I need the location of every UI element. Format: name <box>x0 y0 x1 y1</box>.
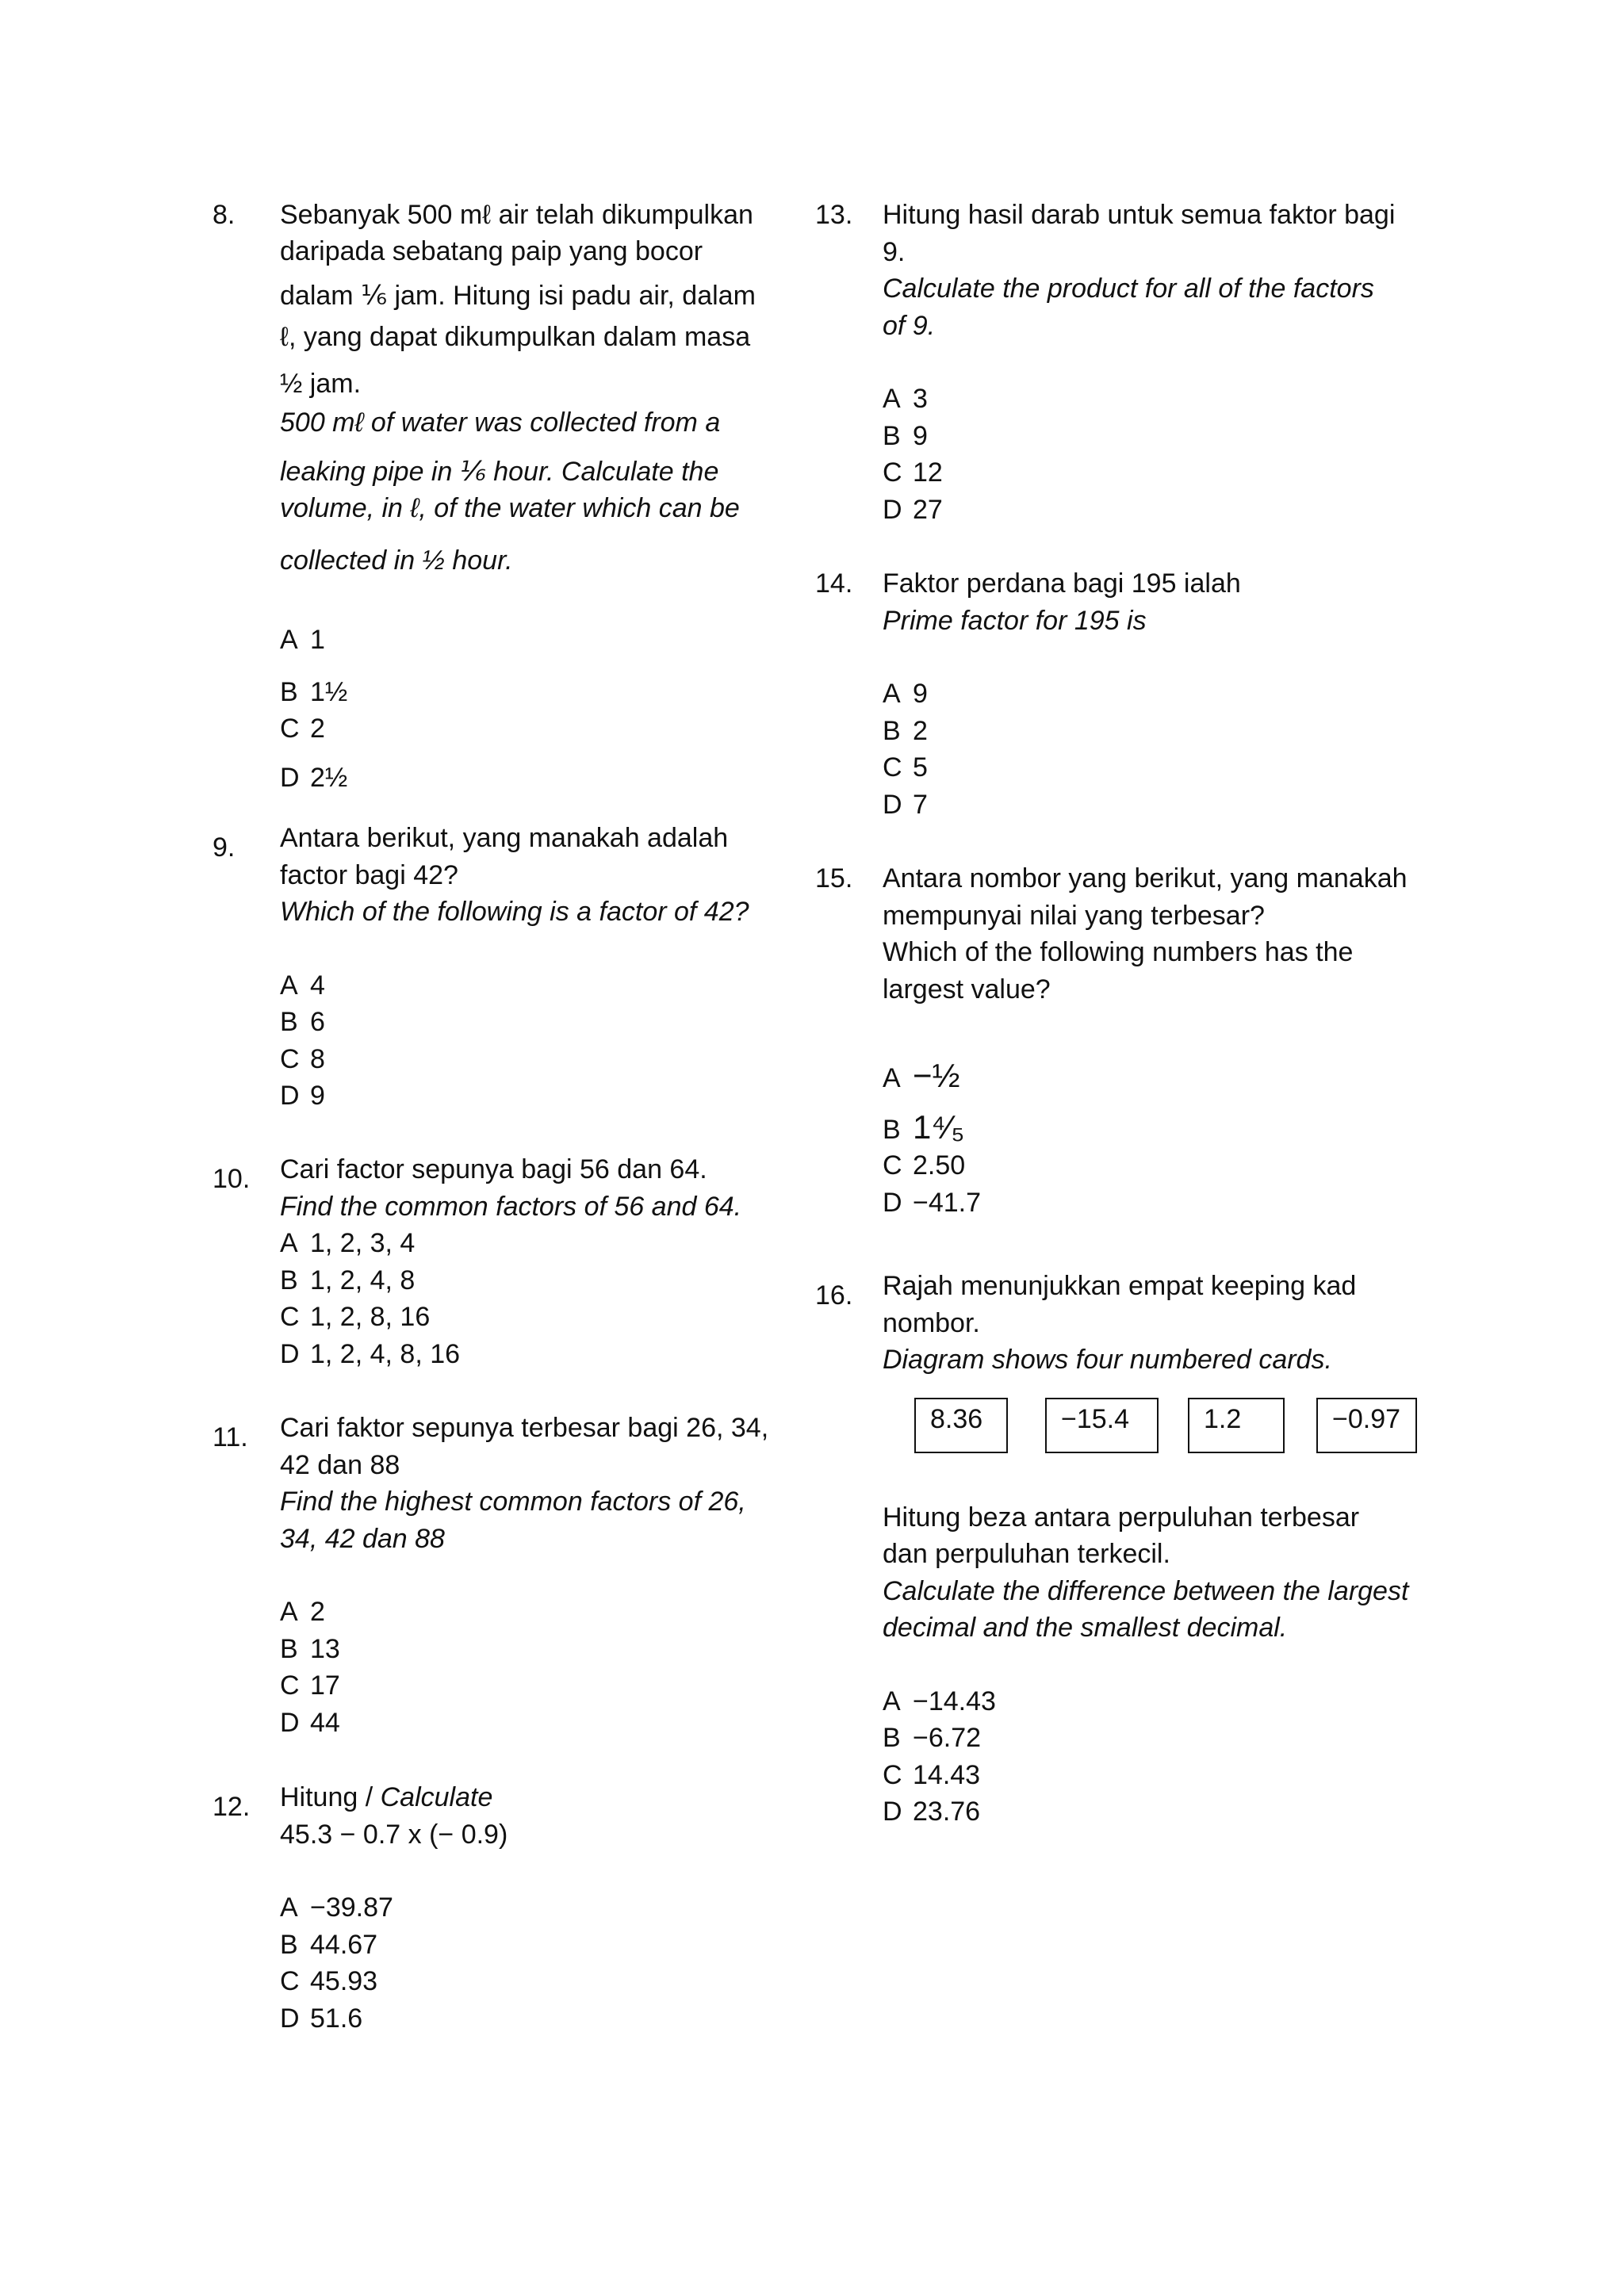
english-text: Calculate the difference between the largest <box>883 1575 1409 1606</box>
option-c[interactable] <box>280 710 756 753</box>
option-text: 2 <box>310 1597 325 1627</box>
option-letter: B <box>280 1265 298 1295</box>
question-number: 10. <box>213 1164 251 1194</box>
malay-text: Cari factor sepunya bagi 56 dan 64. <box>280 1154 707 1184</box>
option-text: 51.6 <box>310 2003 363 2034</box>
english-text: Which of the following is a factor of 42? <box>280 897 749 927</box>
option-d[interactable] <box>280 2000 508 2038</box>
option-text: 2½ <box>310 763 348 793</box>
english-text: volume, in ℓ, of the water which can be <box>280 493 740 523</box>
option-c[interactable] <box>883 1757 1408 1794</box>
option-c[interactable] <box>280 1041 749 1078</box>
option-text: 1⁴⁄₅ <box>913 1108 965 1146</box>
option-letter: A <box>883 1063 901 1093</box>
option-d[interactable] <box>883 492 1395 529</box>
option-text: −41.7 <box>913 1187 982 1218</box>
option-text: 17 <box>310 1670 340 1701</box>
malay-text: Antara berikut, yang manakah adalah <box>280 823 729 853</box>
options-list <box>883 1683 1408 1831</box>
option-letter: D <box>883 789 902 820</box>
english-text: Prime factor for 195 is <box>883 605 1147 636</box>
option-text: 27 <box>913 494 943 525</box>
malay-text: Rajah menunjukkan empat keeping kad <box>883 1271 1357 1301</box>
option-d[interactable] <box>280 1336 741 1373</box>
option-c[interactable] <box>280 1667 768 1705</box>
option-text: 7 <box>913 789 928 820</box>
question-body <box>280 820 749 1115</box>
malay-text: ½ jam. <box>280 369 362 399</box>
option-b[interactable] <box>883 713 1241 750</box>
option-letter: D <box>280 763 300 793</box>
question-number: 13. <box>815 200 853 230</box>
option-letter: A <box>883 1686 901 1716</box>
option-b[interactable] <box>280 668 756 710</box>
option-letter: C <box>280 714 300 744</box>
option-text: 44.67 <box>310 1929 378 1960</box>
option-text: 1, 2, 4, 8 <box>310 1265 416 1295</box>
malay-text: ℓ, yang dapat dikumpulkan dalam masa <box>280 322 751 352</box>
option-text: 13 <box>310 1633 340 1664</box>
option-b[interactable] <box>280 1927 508 1964</box>
english-text: Diagram shows four numbered cards. <box>883 1345 1332 1375</box>
malay-text: nombor. <box>883 1307 980 1338</box>
option-d[interactable] <box>883 1793 1408 1831</box>
option-text: 9 <box>310 1081 325 1111</box>
question-body <box>883 565 1241 823</box>
option-text: 14.43 <box>913 1759 981 1790</box>
malay-text: dan perpuluhan terkecil. <box>883 1539 1170 1569</box>
option-a[interactable] <box>280 967 749 1004</box>
option-d[interactable] <box>280 753 756 796</box>
english-text: Calculate <box>380 1782 493 1812</box>
option-letter: B <box>280 1007 298 1037</box>
option-text: 3 <box>913 384 928 414</box>
option-text: −6.72 <box>913 1723 982 1753</box>
prompt-line <box>280 1779 508 1816</box>
option-letter: D <box>280 1707 300 1738</box>
option-a[interactable] <box>280 1225 741 1262</box>
option-text: 1 <box>310 625 325 655</box>
english-text: leaking pipe in ⅙ hour. Calculate the <box>280 457 719 487</box>
option-a[interactable] <box>883 1049 1408 1103</box>
option-letter: B <box>883 1115 901 1145</box>
option-letter: A <box>280 1597 298 1627</box>
english-text: 34, 42 dan 88 <box>280 1523 445 1554</box>
option-d[interactable] <box>280 1705 768 1742</box>
option-letter: A <box>280 625 298 655</box>
option-letter: B <box>883 420 901 451</box>
question-number: 15. <box>815 863 853 894</box>
malay-text: 42 dan 88 <box>280 1449 400 1480</box>
question-number: 8. <box>213 200 236 230</box>
option-letter: A <box>280 970 298 1001</box>
option-text: 2 <box>310 714 325 744</box>
malay-text: Hitung hasil darab untuk semua faktor bagi <box>883 200 1396 230</box>
option-d[interactable] <box>883 1184 1408 1222</box>
question-body <box>280 197 756 796</box>
option-text: −39.87 <box>310 1892 393 1923</box>
option-c[interactable] <box>280 1299 741 1336</box>
malay-text: Hitung beza antara perpuluhan terbesar <box>883 1502 1360 1533</box>
option-letter: C <box>883 1759 902 1790</box>
question-body <box>883 197 1395 528</box>
option-letter: C <box>883 752 902 783</box>
option-letter: B <box>883 1723 901 1753</box>
malay-text: factor bagi 42? <box>280 859 458 890</box>
option-letter: C <box>883 1150 902 1181</box>
option-text: 9 <box>913 420 928 451</box>
english-text: Calculate the product for all of the factors <box>883 274 1374 304</box>
option-d[interactable] <box>883 786 1241 824</box>
english-text: 500 mℓ of water was collected from a <box>280 408 721 438</box>
options-list <box>883 381 1395 528</box>
option-b[interactable] <box>883 418 1395 455</box>
option-letter: C <box>883 457 902 488</box>
question-body <box>280 1779 508 2037</box>
option-text: 45.93 <box>310 1966 378 1996</box>
malay-text: 9. <box>883 236 906 267</box>
option-letter: B <box>280 1929 298 1960</box>
option-a[interactable] <box>883 1683 1408 1720</box>
malay-text: Hitung / <box>280 1782 381 1812</box>
option-letter: C <box>280 1302 300 1332</box>
option-b[interactable] <box>883 1103 1408 1147</box>
number-card: −0.97 <box>1316 1398 1417 1453</box>
malay-text: Cari faktor sepunya terbesar bagi 26, 34, <box>280 1413 769 1443</box>
question-body <box>280 1410 768 1741</box>
question-number: 16. <box>815 1280 853 1311</box>
options-list <box>280 1225 741 1372</box>
option-text: 1, 2, 8, 16 <box>310 1302 431 1332</box>
option-b[interactable] <box>280 1004 749 1041</box>
option-letter: C <box>280 1966 300 1996</box>
question-body <box>883 860 1408 1221</box>
option-d[interactable] <box>280 1077 749 1115</box>
options-list <box>280 1594 768 1741</box>
option-text: −½ <box>913 1057 960 1094</box>
option-text: 12 <box>913 457 943 488</box>
english-text: Which of the following numbers has the <box>883 937 1354 967</box>
option-letter: B <box>280 677 298 707</box>
option-a[interactable] <box>280 622 756 668</box>
option-text: 2 <box>913 715 928 746</box>
option-a[interactable] <box>280 1889 508 1927</box>
malay-text: Antara nombor yang berikut, yang manakah <box>883 863 1408 894</box>
option-letter: D <box>280 2003 300 2034</box>
option-letter: A <box>883 384 901 414</box>
option-letter: B <box>883 715 901 746</box>
option-b[interactable] <box>280 1262 741 1299</box>
english-text: largest value? <box>883 974 1051 1004</box>
question-number: 14. <box>815 568 853 599</box>
english-text: collected in ½ hour. <box>280 545 513 576</box>
number-card: −15.4 <box>1045 1398 1159 1453</box>
option-text: 8 <box>310 1043 325 1074</box>
option-c[interactable] <box>883 454 1395 492</box>
malay-text: mempunyai nilai yang terbesar? <box>883 900 1265 931</box>
option-c[interactable] <box>280 1963 508 2000</box>
option-text: 9 <box>913 679 928 709</box>
options-list <box>280 622 756 796</box>
option-letter: D <box>883 1187 902 1218</box>
options-list <box>280 1889 508 2037</box>
option-text: 1, 2, 4, 8, 16 <box>310 1338 461 1369</box>
number-card: 8.36 <box>914 1398 1008 1453</box>
option-a[interactable] <box>883 675 1241 713</box>
option-letter: D <box>883 494 902 525</box>
option-text: −14.43 <box>913 1686 996 1716</box>
options-list <box>280 967 749 1115</box>
english-text: Find the common factors of 56 and 64. <box>280 1191 742 1222</box>
option-text: 6 <box>310 1007 325 1037</box>
option-letter: A <box>883 679 901 709</box>
option-letter: A <box>280 1892 298 1923</box>
options-list <box>883 1049 1408 1221</box>
option-a[interactable] <box>883 381 1395 418</box>
option-letter: D <box>280 1338 300 1369</box>
options-list <box>883 675 1241 823</box>
malay-text: daripada sebatang paip yang bocor <box>280 236 703 266</box>
option-text: 5 <box>913 752 928 783</box>
english-text: of 9. <box>883 310 936 341</box>
option-b[interactable] <box>883 1720 1408 1757</box>
option-text: 4 <box>310 970 325 1001</box>
option-c[interactable] <box>883 1147 1408 1184</box>
option-text: 2.50 <box>913 1150 966 1181</box>
option-text: 1, 2, 3, 4 <box>310 1228 416 1258</box>
question-number: 11. <box>213 1422 248 1452</box>
number-cards <box>883 1398 1408 1455</box>
option-b[interactable] <box>280 1631 768 1668</box>
option-text: 1½ <box>310 677 348 707</box>
malay-text: dalam ⅙ jam. Hitung isi padu air, dalam <box>280 281 756 311</box>
option-letter: C <box>280 1670 300 1701</box>
malay-text: Faktor perdana bagi 195 ialah <box>883 568 1241 599</box>
expression: 45.3 − 0.7 x (− 0.9) <box>280 1819 508 1850</box>
option-letter: D <box>280 1081 300 1111</box>
option-text: 44 <box>310 1707 340 1738</box>
option-a[interactable] <box>280 1594 768 1631</box>
option-letter: A <box>280 1228 298 1258</box>
question-body <box>280 1151 741 1372</box>
question-body <box>883 1268 1408 1831</box>
option-text: 23.76 <box>913 1797 981 1827</box>
number-card: 1.2 <box>1188 1398 1285 1453</box>
option-letter: C <box>280 1043 300 1074</box>
question-number: 9. <box>213 832 236 863</box>
option-letter: B <box>280 1633 298 1664</box>
english-text: decimal and the smallest decimal. <box>883 1613 1288 1643</box>
malay-text: Sebanyak 500 mℓ air telah dikumpulkan <box>280 200 753 230</box>
option-c[interactable] <box>883 749 1241 786</box>
option-letter: D <box>883 1797 902 1827</box>
english-text: Find the highest common factors of 26, <box>280 1487 746 1517</box>
question-number: 12. <box>213 1792 251 1822</box>
